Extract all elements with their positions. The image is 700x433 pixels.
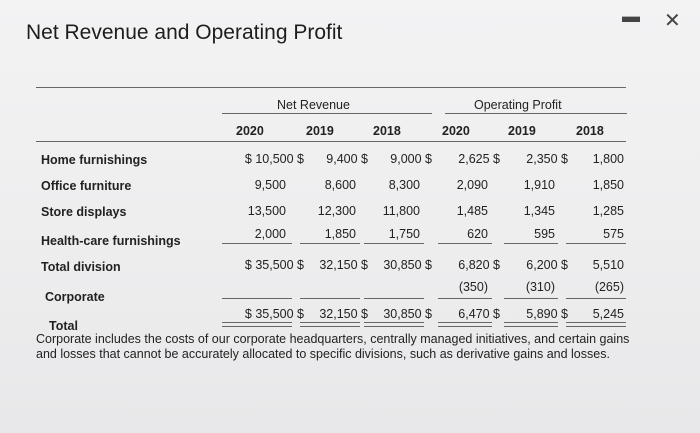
subtotal-rule	[438, 243, 492, 244]
table-cell: 2,625 $	[458, 152, 500, 166]
page-title: Net Revenue and Operating Profit	[26, 21, 343, 44]
table-cell: 5,245	[592, 307, 624, 321]
table-cell: 1,485	[456, 204, 488, 218]
table-cell: 30,850 $	[383, 258, 432, 272]
table-cell: 5,890 $	[526, 307, 568, 321]
table-cell: 2,090	[456, 178, 488, 192]
row-label-home: Home furnishings	[41, 153, 148, 167]
header-net-revenue: Net Revenue	[277, 98, 350, 112]
table-cell: 1,910	[523, 178, 555, 192]
row-label-total: Total	[49, 319, 78, 333]
table-cell: (310)	[525, 280, 555, 294]
row-label-total-division: Total division	[41, 260, 121, 274]
table-cell: 32,150 $	[319, 307, 368, 321]
year-2019-profit: 2019	[508, 124, 536, 138]
table-cell: (350)	[458, 280, 488, 294]
table-cell: 12,300	[317, 204, 356, 218]
table-cell: 8,300	[388, 178, 420, 192]
year-2018-revenue: 2018	[373, 124, 401, 138]
year-2020-revenue: 2020	[236, 124, 264, 138]
table-cell: 1,750	[388, 227, 420, 241]
year-2020-profit: 2020	[442, 124, 470, 138]
footnote: Corporate includes the costs of our corporate headquarters, centrally managed initiatives, and certain gains and losses that cannot be accurately allocated to specific divisions, such as derivative gains and losses.	[36, 332, 630, 361]
year-2018-profit: 2018	[576, 124, 604, 138]
subtotal-rule	[300, 243, 360, 244]
table-cell: $ 10,500 $	[244, 152, 304, 166]
total-double-rule	[438, 322, 492, 327]
table-cell: 9,000 $	[390, 152, 432, 166]
table-cell: 2,350 $	[526, 152, 568, 166]
header-operating-profit: Operating Profit	[474, 98, 562, 112]
table-cell: 5,510	[592, 258, 624, 272]
row-label-office: Office furniture	[41, 179, 132, 193]
row-label-healthcare: Health-care furnishings	[41, 234, 181, 248]
table-cell: 2,000	[254, 227, 286, 241]
table-cell: $ 35,500 $	[244, 307, 304, 321]
table-cell: 620	[467, 227, 488, 241]
table-cell: 1,850	[324, 227, 356, 241]
table-cell: $ 35,500 $	[244, 258, 304, 272]
pre-total-rule	[222, 298, 292, 299]
year-2019-revenue: 2019	[306, 124, 334, 138]
pre-total-rule	[438, 298, 492, 299]
table-cell: 9,400 $	[326, 152, 368, 166]
total-double-rule	[566, 322, 626, 327]
table-cell: 11,800	[382, 204, 420, 218]
pre-total-rule	[504, 298, 558, 299]
table-cell: 6,470 $	[458, 307, 500, 321]
table-cell: 1,345	[523, 204, 555, 218]
header-underline-profit	[445, 113, 627, 114]
table-cell: (265)	[594, 280, 624, 294]
table-cell: 13,500	[247, 204, 286, 218]
minimize-icon[interactable]: ▬	[622, 6, 640, 26]
table-cell: 6,200 $	[526, 258, 568, 272]
total-double-rule	[364, 322, 424, 327]
total-double-rule	[300, 322, 360, 327]
pre-total-rule	[300, 298, 360, 299]
total-double-rule	[504, 322, 558, 327]
subtotal-rule	[504, 243, 558, 244]
table-cell: 1,285	[592, 204, 624, 218]
table-cell: 6,820 $	[458, 258, 500, 272]
table-cell: 1,800	[592, 152, 624, 166]
table-cell: 595	[534, 227, 555, 241]
table-cell: 30,850 $	[383, 307, 432, 321]
pre-total-rule	[364, 298, 424, 299]
row-label-store: Store displays	[41, 205, 127, 219]
subtotal-rule	[566, 243, 626, 244]
row-label-corporate: Corporate	[45, 290, 105, 304]
table-top-rule	[36, 87, 626, 88]
table-cell: 1,850	[592, 178, 624, 192]
subtotal-rule	[364, 243, 424, 244]
pre-total-rule	[566, 298, 626, 299]
header-underline-revenue	[222, 113, 432, 114]
years-underline	[36, 141, 626, 142]
table-cell: 32,150 $	[319, 258, 368, 272]
table-cell: 575	[603, 227, 624, 241]
total-double-rule	[222, 322, 292, 327]
table-cell: 8,600	[324, 178, 356, 192]
subtotal-rule	[222, 243, 292, 244]
close-icon[interactable]: ✕	[664, 10, 681, 32]
table-cell: 9,500	[254, 178, 286, 192]
